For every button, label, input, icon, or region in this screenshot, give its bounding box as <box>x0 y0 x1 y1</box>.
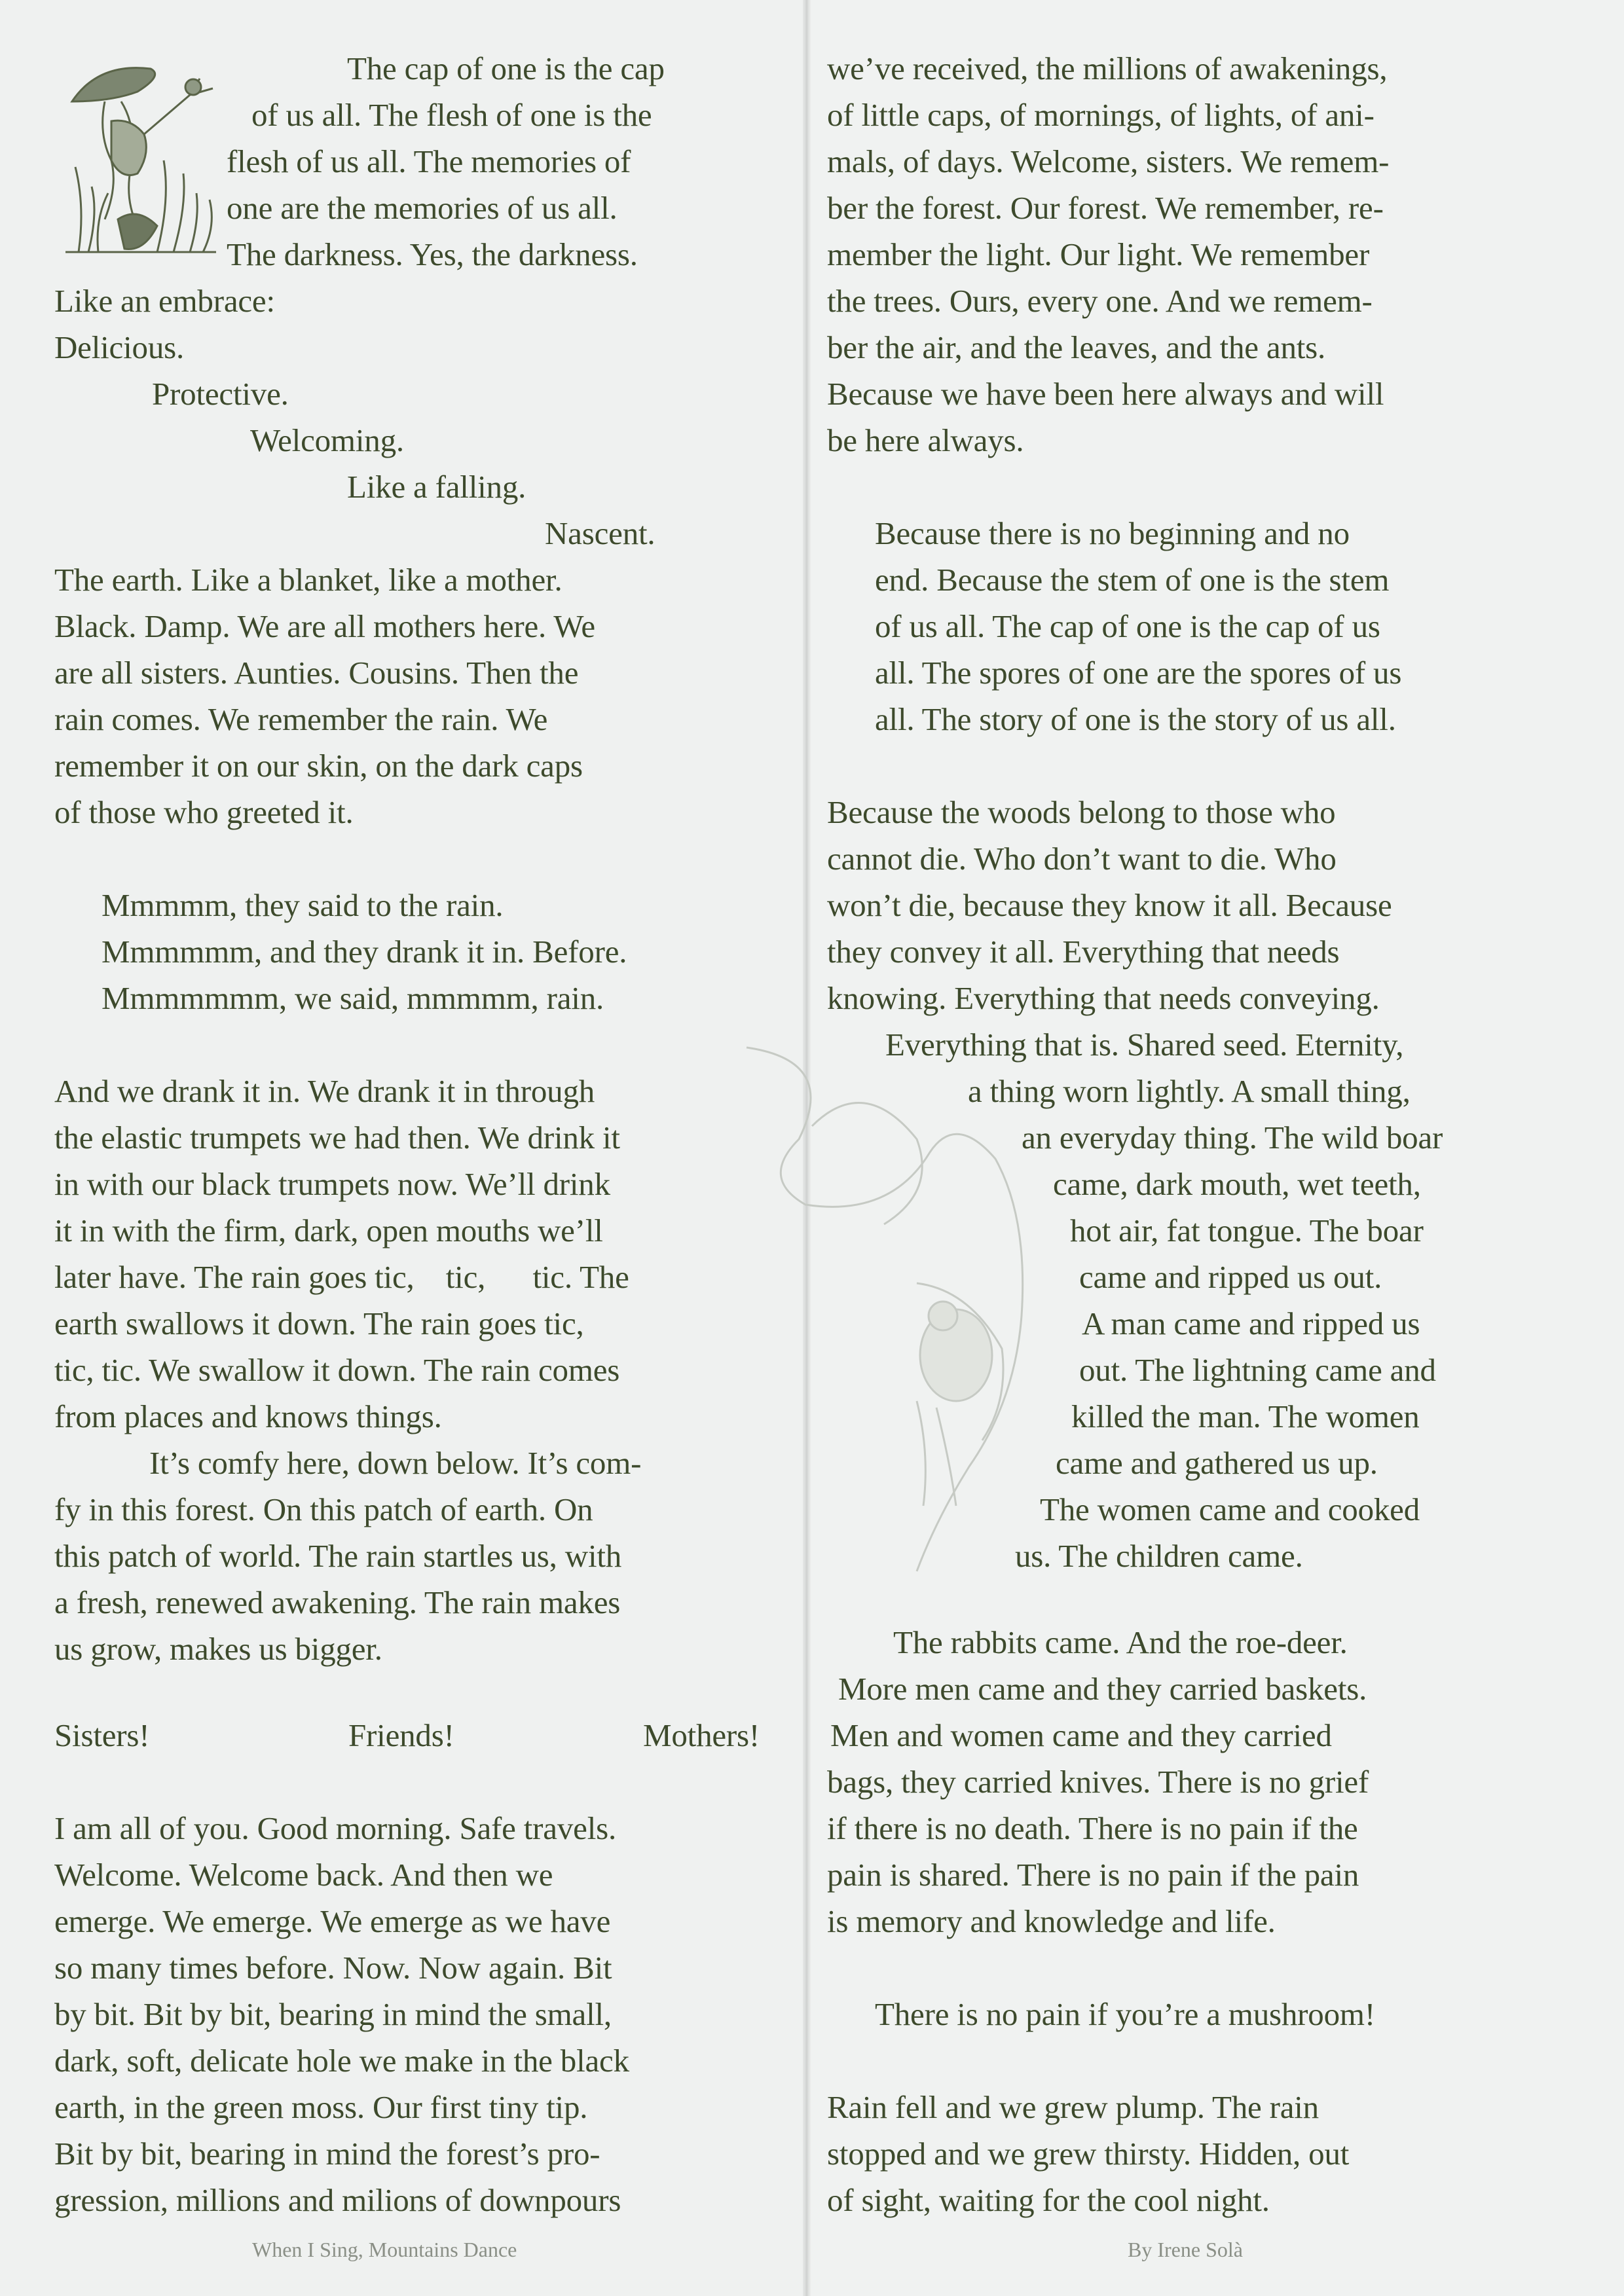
text-line: Mmmmm, they said to the rain. <box>101 887 504 923</box>
text-line: of those who greeted it. <box>54 794 354 830</box>
text-line: be here always. <box>827 422 1024 458</box>
text-line: of little caps, of mornings, of lights, of ani- <box>827 97 1375 133</box>
text-line: The earth. Like a blanket, like a mother. <box>54 562 563 598</box>
text-line: came and gathered us up. <box>1056 1445 1378 1481</box>
text-line: if there is no death. There is no pain if the <box>827 1810 1358 1846</box>
text-line: tic, tic. We swallow it down. The rain comes <box>54 1352 620 1388</box>
text-line: end. Because the stem of one is the stem <box>875 562 1390 598</box>
text-line: ber the forest. Our forest. We remember, re- <box>827 190 1384 226</box>
left-footer: When I Sing, Mountains Dance <box>252 2238 517 2261</box>
text-line: Because the woods belong to those who <box>827 794 1336 830</box>
text-line: gression, millions and milions of downpours <box>54 2182 621 2218</box>
text-line: The darkness. Yes, the darkness. <box>227 236 638 272</box>
text-line: earth, in the green moss. Our first tiny tip. <box>54 2089 588 2125</box>
text-line: in with our black trumpets now. We’ll drink <box>54 1166 610 1202</box>
text-line: Men and women came and they carried <box>830 1717 1332 1753</box>
text-line: It’s comfy here, down below. It’s com- <box>149 1445 642 1481</box>
text-line: Mmmmmmm, we said, mmmmm, rain. <box>101 980 604 1016</box>
text-line: an everyday thing. The wild boar <box>1022 1120 1443 1156</box>
text-line: are all sisters. Aunties. Cousins. Then the <box>54 655 579 691</box>
text-line: knowing. Everything that needs conveying. <box>827 980 1380 1016</box>
text-line: More men came and they carried baskets. <box>838 1671 1367 1707</box>
text-line: pain is shared. There is no pain if the pain <box>827 1857 1359 1893</box>
text-line: Like a falling. <box>347 469 526 505</box>
text-line: it in with the firm, dark, open mouths we’ll <box>54 1212 603 1248</box>
text-line: of us all. The cap of one is the cap of us <box>875 608 1380 644</box>
text-line: dark, soft, delicate hole we make in the black <box>54 2043 629 2079</box>
text-line: stopped and we grew thirsty. Hidden, out <box>827 2136 1350 2172</box>
text-line: Like an embrace: <box>54 283 275 319</box>
text-line: Mmmmmm, and they drank it in. Before. <box>101 934 627 970</box>
text-line: cannot die. Who don’t want to die. Who <box>827 841 1337 877</box>
text-line: The rabbits came. And the roe-deer. <box>893 1624 1348 1660</box>
text-line: from places and knows things. <box>54 1398 442 1434</box>
text-line: earth swallows it down. The rain goes tic, <box>54 1305 584 1341</box>
text-line: all. The spores of one are the spores of us <box>875 655 1402 691</box>
text-line: Friends! <box>348 1717 454 1753</box>
text-line: all. The story of one is the story of us all. <box>875 701 1396 737</box>
text-line: A man came and ripped us <box>1082 1305 1420 1341</box>
text-line: Because we have been here always and will <box>827 376 1384 412</box>
text-line: Sisters! <box>54 1717 150 1753</box>
text-line: Welcome. Welcome back. And then we <box>54 1857 553 1893</box>
text-line: out. The lightning came and <box>1079 1352 1436 1388</box>
text-line: Protective. <box>152 376 289 412</box>
text-line: a thing worn lightly. A small thing, <box>968 1073 1411 1109</box>
text-line: flesh of us all. The memories of <box>227 143 631 179</box>
text-line: member the light. Our light. We remember <box>827 236 1370 272</box>
text-line: Nascent. <box>545 515 655 551</box>
text-line: There is no pain if you’re a mushroom! <box>875 1996 1375 2032</box>
text-line: The cap of one is the cap <box>347 50 665 86</box>
text-line: the elastic trumpets we had then. We drink it <box>54 1120 620 1156</box>
text-line: later have. The rain goes tic, tic, tic. The <box>54 1259 629 1295</box>
text-line: us. The children came. <box>1015 1538 1303 1574</box>
text-line: of sight, waiting for the cool night. <box>827 2182 1270 2218</box>
text-line: so many times before. Now. Now again. Bit <box>54 1950 612 1986</box>
text-line: they convey it all. Everything that needs <box>827 934 1340 970</box>
text-line: is memory and knowledge and life. <box>827 1903 1276 1939</box>
text-line: emerge. We emerge. We emerge as we have <box>54 1903 611 1939</box>
text-line: I am all of you. Good morning. Safe travels. <box>54 1810 617 1846</box>
text-line: rain comes. We remember the rain. We <box>54 701 548 737</box>
text-line: one are the memories of us all. <box>227 190 618 226</box>
text-line: Mothers! <box>643 1717 760 1753</box>
text-line: killed the man. The women <box>1071 1398 1420 1434</box>
text-line: remember it on our skin, on the dark caps <box>54 748 583 784</box>
right-footer: By Irene Solà <box>1128 2238 1243 2261</box>
text-line: And we drank it in. We drank it in through <box>54 1073 595 1109</box>
text-line: the trees. Ours, every one. And we remem- <box>827 283 1373 319</box>
text-line: of us all. The flesh of one is the <box>251 97 652 133</box>
mushroom-figure-illustration <box>59 56 223 265</box>
text-line: bags, they carried knives. There is no grief <box>827 1764 1369 1800</box>
text-line: Delicious. <box>54 329 185 365</box>
text-line: won’t die, because they know it all. Because <box>827 887 1392 923</box>
text-line: Bit by bit, bearing in mind the forest’s pro- <box>54 2136 600 2172</box>
text-line: Because there is no beginning and no <box>875 515 1350 551</box>
text-line: mals, of days. Welcome, sisters. We remem- <box>827 143 1390 179</box>
text-line: Everything that is. Shared seed. Eternity, <box>885 1027 1404 1063</box>
text-line: we’ve received, the millions of awakenings, <box>827 50 1388 86</box>
text-line: this patch of world. The rain startles us, with <box>54 1538 622 1574</box>
text-line: Welcoming. <box>250 422 404 458</box>
text-line: came, dark mouth, wet teeth, <box>1053 1166 1421 1202</box>
text-line: fy in this forest. On this patch of earth. On <box>54 1491 593 1527</box>
text-line: Rain fell and we grew plump. The rain <box>827 2089 1319 2125</box>
text-line: a fresh, renewed awakening. The rain makes <box>54 1584 621 1620</box>
text-line: The women came and cooked <box>1040 1491 1420 1527</box>
text-line: hot air, fat tongue. The boar <box>1070 1212 1424 1248</box>
text-line: by bit. Bit by bit, bearing in mind the small, <box>54 1996 612 2032</box>
text-line: ber the air, and the leaves, and the ants. <box>827 329 1326 365</box>
text-line: came and ripped us out. <box>1079 1259 1382 1295</box>
text-line: us grow, makes us bigger. <box>54 1631 382 1667</box>
text-line: Black. Damp. We are all mothers here. We <box>54 608 595 644</box>
